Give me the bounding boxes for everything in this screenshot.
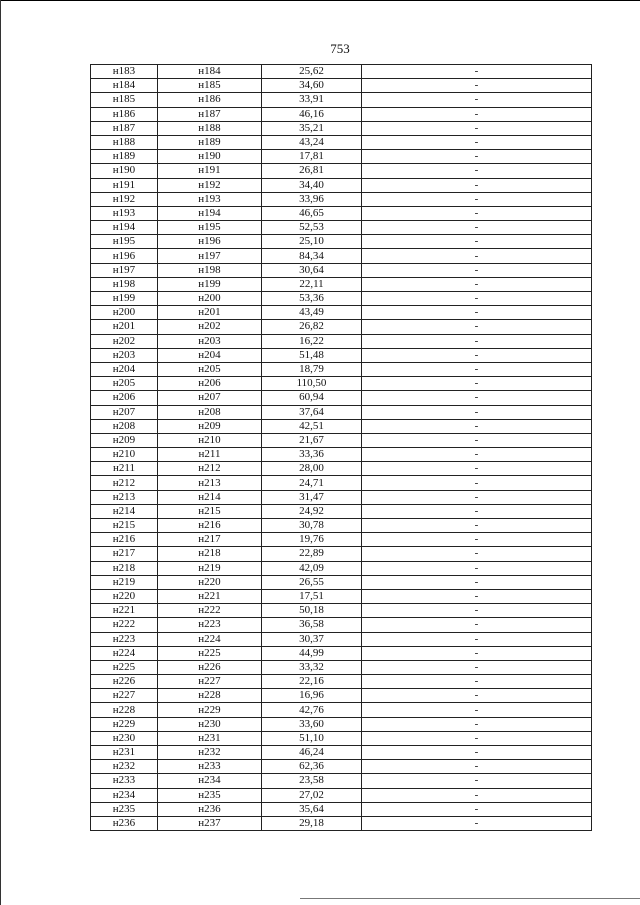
to-point-cell: н221 [158, 589, 262, 603]
page-number: 753 [330, 41, 350, 56]
from-point-cell: н203 [91, 348, 158, 362]
length-cell: 52,53 [262, 221, 362, 235]
note-cell: - [362, 675, 592, 689]
length-cell: 43,49 [262, 306, 362, 320]
to-point-cell: н184 [158, 65, 262, 79]
to-point-cell: н211 [158, 448, 262, 462]
table-row [91, 448, 592, 462]
table-row [91, 150, 592, 164]
to-point-cell: н212 [158, 462, 262, 476]
from-point-cell: н186 [91, 107, 158, 121]
note-cell: - [362, 306, 592, 320]
length-cell: 42,09 [262, 561, 362, 575]
table-row [91, 632, 592, 646]
note-cell: - [362, 703, 592, 717]
note-cell: - [362, 604, 592, 618]
table-row [91, 292, 592, 306]
table-row [91, 490, 592, 504]
to-point-cell: н229 [158, 703, 262, 717]
length-cell: 36,58 [262, 618, 362, 632]
length-cell: 24,71 [262, 476, 362, 490]
to-point-cell: н191 [158, 164, 262, 178]
table-row [91, 405, 592, 419]
note-cell: - [362, 448, 592, 462]
from-point-cell: н226 [91, 675, 158, 689]
to-point-cell: н201 [158, 306, 262, 320]
table-row [91, 306, 592, 320]
from-point-cell: н185 [91, 93, 158, 107]
length-cell: 33,32 [262, 660, 362, 674]
from-point-cell: н194 [91, 221, 158, 235]
note-cell: - [362, 504, 592, 518]
table-row [91, 121, 592, 135]
length-cell: 42,76 [262, 703, 362, 717]
to-point-cell: н196 [158, 235, 262, 249]
table-row [91, 135, 592, 149]
length-cell: 16,96 [262, 689, 362, 703]
to-point-cell: н204 [158, 348, 262, 362]
from-point-cell: н187 [91, 121, 158, 135]
note-cell: - [362, 93, 592, 107]
to-point-cell: н205 [158, 362, 262, 376]
to-point-cell: н218 [158, 547, 262, 561]
from-point-cell: н221 [91, 604, 158, 618]
to-point-cell: н232 [158, 746, 262, 760]
length-cell: 22,11 [262, 277, 362, 291]
length-cell: 46,16 [262, 107, 362, 121]
table-row [91, 433, 592, 447]
to-point-cell: н225 [158, 646, 262, 660]
from-point-cell: н198 [91, 277, 158, 291]
from-point-cell: н220 [91, 589, 158, 603]
table-row [91, 348, 592, 362]
table-row [91, 703, 592, 717]
table-row [91, 391, 592, 405]
to-point-cell: н230 [158, 717, 262, 731]
length-cell: 51,10 [262, 731, 362, 745]
table-row [91, 575, 592, 589]
note-cell: - [362, 788, 592, 802]
note-cell: - [362, 731, 592, 745]
table-row [91, 547, 592, 561]
note-cell: - [362, 164, 592, 178]
table-row [91, 362, 592, 376]
to-point-cell: н208 [158, 405, 262, 419]
note-cell: - [362, 377, 592, 391]
note-cell: - [362, 476, 592, 490]
table-row [91, 519, 592, 533]
from-point-cell: н190 [91, 164, 158, 178]
from-point-cell: н192 [91, 192, 158, 206]
from-point-cell: н191 [91, 178, 158, 192]
to-point-cell: н202 [158, 320, 262, 334]
table-row [91, 802, 592, 816]
note-cell: - [362, 433, 592, 447]
to-point-cell: н219 [158, 561, 262, 575]
note-cell: - [362, 334, 592, 348]
to-point-cell: н227 [158, 675, 262, 689]
note-cell: - [362, 292, 592, 306]
table-row [91, 504, 592, 518]
table-row [91, 206, 592, 220]
from-point-cell: н215 [91, 519, 158, 533]
to-point-cell: н224 [158, 632, 262, 646]
table-row [91, 334, 592, 348]
to-point-cell: н188 [158, 121, 262, 135]
table-row [91, 320, 592, 334]
length-cell: 22,89 [262, 547, 362, 561]
to-point-cell: н222 [158, 604, 262, 618]
table-row [91, 717, 592, 731]
table-row [91, 689, 592, 703]
length-cell: 25,10 [262, 235, 362, 249]
table-row [91, 235, 592, 249]
table-row [91, 774, 592, 788]
note-cell: - [362, 547, 592, 561]
length-cell: 18,79 [262, 362, 362, 376]
note-cell: - [362, 206, 592, 220]
note-cell: - [362, 391, 592, 405]
length-cell: 51,48 [262, 348, 362, 362]
note-cell: - [362, 632, 592, 646]
note-cell: - [362, 618, 592, 632]
to-point-cell: н210 [158, 433, 262, 447]
to-point-cell: н206 [158, 377, 262, 391]
length-cell: 33,91 [262, 93, 362, 107]
table-row [91, 589, 592, 603]
from-point-cell: н228 [91, 703, 158, 717]
to-point-cell: н233 [158, 760, 262, 774]
length-cell: 34,40 [262, 178, 362, 192]
note-cell: - [362, 107, 592, 121]
to-point-cell: н186 [158, 93, 262, 107]
table-row [91, 476, 592, 490]
note-cell: - [362, 79, 592, 93]
length-cell: 17,51 [262, 589, 362, 603]
table-row [91, 816, 592, 830]
table-row [91, 263, 592, 277]
to-point-cell: н203 [158, 334, 262, 348]
length-cell: 37,64 [262, 405, 362, 419]
from-point-cell: н222 [91, 618, 158, 632]
to-point-cell: н214 [158, 490, 262, 504]
to-point-cell: н197 [158, 249, 262, 263]
from-point-cell: н217 [91, 547, 158, 561]
to-point-cell: н207 [158, 391, 262, 405]
note-cell: - [362, 462, 592, 476]
length-cell: 25,62 [262, 65, 362, 79]
length-cell: 26,55 [262, 575, 362, 589]
to-point-cell: н215 [158, 504, 262, 518]
from-point-cell: н233 [91, 774, 158, 788]
note-cell: - [362, 348, 592, 362]
length-cell: 43,24 [262, 135, 362, 149]
from-point-cell: н206 [91, 391, 158, 405]
to-point-cell: н228 [158, 689, 262, 703]
from-point-cell: н184 [91, 79, 158, 93]
note-cell: - [362, 689, 592, 703]
to-point-cell: н192 [158, 178, 262, 192]
table-row [91, 760, 592, 774]
length-cell: 31,47 [262, 490, 362, 504]
boundary-points-table [90, 64, 592, 831]
note-cell: - [362, 660, 592, 674]
from-point-cell: н232 [91, 760, 158, 774]
table-row [91, 533, 592, 547]
scan-left-edge [0, 0, 1, 905]
table-row [91, 249, 592, 263]
length-cell: 35,64 [262, 802, 362, 816]
from-point-cell: н195 [91, 235, 158, 249]
to-point-cell: н217 [158, 533, 262, 547]
to-point-cell: н213 [158, 476, 262, 490]
from-point-cell: н211 [91, 462, 158, 476]
to-point-cell: н193 [158, 192, 262, 206]
length-cell: 26,82 [262, 320, 362, 334]
length-cell: 33,36 [262, 448, 362, 462]
from-point-cell: н193 [91, 206, 158, 220]
note-cell: - [362, 717, 592, 731]
from-point-cell: н230 [91, 731, 158, 745]
from-point-cell: н207 [91, 405, 158, 419]
table-row [91, 462, 592, 476]
to-point-cell: н231 [158, 731, 262, 745]
note-cell: - [362, 575, 592, 589]
length-cell: 24,92 [262, 504, 362, 518]
to-point-cell: н223 [158, 618, 262, 632]
note-cell: - [362, 178, 592, 192]
from-point-cell: н196 [91, 249, 158, 263]
length-cell: 84,34 [262, 249, 362, 263]
table-row [91, 277, 592, 291]
from-point-cell: н235 [91, 802, 158, 816]
length-cell: 110,50 [262, 377, 362, 391]
table-row [91, 221, 592, 235]
from-point-cell: н197 [91, 263, 158, 277]
to-point-cell: н198 [158, 263, 262, 277]
to-point-cell: н236 [158, 802, 262, 816]
from-point-cell: н183 [91, 65, 158, 79]
from-point-cell: н219 [91, 575, 158, 589]
note-cell: - [362, 121, 592, 135]
table-row [91, 164, 592, 178]
length-cell: 34,60 [262, 79, 362, 93]
from-point-cell: н189 [91, 150, 158, 164]
from-point-cell: н229 [91, 717, 158, 731]
note-cell: - [362, 760, 592, 774]
length-cell: 30,37 [262, 632, 362, 646]
from-point-cell: н236 [91, 816, 158, 830]
from-point-cell: н224 [91, 646, 158, 660]
note-cell: - [362, 561, 592, 575]
note-cell: - [362, 646, 592, 660]
length-cell: 30,78 [262, 519, 362, 533]
length-cell: 33,60 [262, 717, 362, 731]
note-cell: - [362, 150, 592, 164]
from-point-cell: н218 [91, 561, 158, 575]
length-cell: 22,16 [262, 675, 362, 689]
table-row [91, 178, 592, 192]
from-point-cell: н205 [91, 377, 158, 391]
note-cell: - [362, 135, 592, 149]
length-cell: 19,76 [262, 533, 362, 547]
length-cell: 33,96 [262, 192, 362, 206]
to-point-cell: н187 [158, 107, 262, 121]
note-cell: - [362, 249, 592, 263]
to-point-cell: н199 [158, 277, 262, 291]
length-cell: 42,51 [262, 419, 362, 433]
from-point-cell: н231 [91, 746, 158, 760]
from-point-cell: н201 [91, 320, 158, 334]
table-row [91, 731, 592, 745]
length-cell: 17,81 [262, 150, 362, 164]
length-cell: 35,21 [262, 121, 362, 135]
note-cell: - [362, 519, 592, 533]
to-point-cell: н209 [158, 419, 262, 433]
length-cell: 21,67 [262, 433, 362, 447]
table-row [91, 93, 592, 107]
table-row [91, 618, 592, 632]
note-cell: - [362, 405, 592, 419]
table-row [91, 65, 592, 79]
table-row [91, 675, 592, 689]
to-point-cell: н216 [158, 519, 262, 533]
from-point-cell: н202 [91, 334, 158, 348]
table-row [91, 419, 592, 433]
scan-top-edge [0, 0, 640, 1]
table-row [91, 660, 592, 674]
to-point-cell: н185 [158, 79, 262, 93]
from-point-cell: н225 [91, 660, 158, 674]
from-point-cell: н200 [91, 306, 158, 320]
to-point-cell: н195 [158, 221, 262, 235]
length-cell: 46,65 [262, 206, 362, 220]
note-cell: - [362, 192, 592, 206]
note-cell: - [362, 774, 592, 788]
table-row [91, 561, 592, 575]
table-row [91, 79, 592, 93]
table-row [91, 192, 592, 206]
from-point-cell: н234 [91, 788, 158, 802]
from-point-cell: н204 [91, 362, 158, 376]
note-cell: - [362, 320, 592, 334]
length-cell: 26,81 [262, 164, 362, 178]
length-cell: 53,36 [262, 292, 362, 306]
length-cell: 46,24 [262, 746, 362, 760]
length-cell: 44,99 [262, 646, 362, 660]
to-point-cell: н189 [158, 135, 262, 149]
to-point-cell: н200 [158, 292, 262, 306]
note-cell: - [362, 263, 592, 277]
length-cell: 23,58 [262, 774, 362, 788]
length-cell: 29,18 [262, 816, 362, 830]
from-point-cell: н223 [91, 632, 158, 646]
note-cell: - [362, 419, 592, 433]
to-point-cell: н194 [158, 206, 262, 220]
from-point-cell: н209 [91, 433, 158, 447]
from-point-cell: н208 [91, 419, 158, 433]
from-point-cell: н210 [91, 448, 158, 462]
from-point-cell: н188 [91, 135, 158, 149]
from-point-cell: н212 [91, 476, 158, 490]
table-row [91, 604, 592, 618]
table-row [91, 746, 592, 760]
from-point-cell: н213 [91, 490, 158, 504]
note-cell: - [362, 221, 592, 235]
table-body [91, 65, 592, 831]
note-cell: - [362, 362, 592, 376]
length-cell: 27,02 [262, 788, 362, 802]
length-cell: 60,94 [262, 391, 362, 405]
to-point-cell: н234 [158, 774, 262, 788]
to-point-cell: н190 [158, 150, 262, 164]
note-cell: - [362, 533, 592, 547]
from-point-cell: н216 [91, 533, 158, 547]
note-cell: - [362, 235, 592, 249]
from-point-cell: н227 [91, 689, 158, 703]
length-cell: 28,00 [262, 462, 362, 476]
length-cell: 62,36 [262, 760, 362, 774]
scan-bottom-edge [300, 898, 640, 899]
note-cell: - [362, 802, 592, 816]
note-cell: - [362, 746, 592, 760]
note-cell: - [362, 65, 592, 79]
to-point-cell: н226 [158, 660, 262, 674]
length-cell: 16,22 [262, 334, 362, 348]
table-row [91, 646, 592, 660]
length-cell: 30,64 [262, 263, 362, 277]
length-cell: 50,18 [262, 604, 362, 618]
table-row [91, 377, 592, 391]
note-cell: - [362, 277, 592, 291]
table-row [91, 107, 592, 121]
from-point-cell: н214 [91, 504, 158, 518]
to-point-cell: н220 [158, 575, 262, 589]
note-cell: - [362, 589, 592, 603]
table-row [91, 788, 592, 802]
note-cell: - [362, 490, 592, 504]
to-point-cell: н237 [158, 816, 262, 830]
from-point-cell: н199 [91, 292, 158, 306]
to-point-cell: н235 [158, 788, 262, 802]
note-cell: - [362, 816, 592, 830]
